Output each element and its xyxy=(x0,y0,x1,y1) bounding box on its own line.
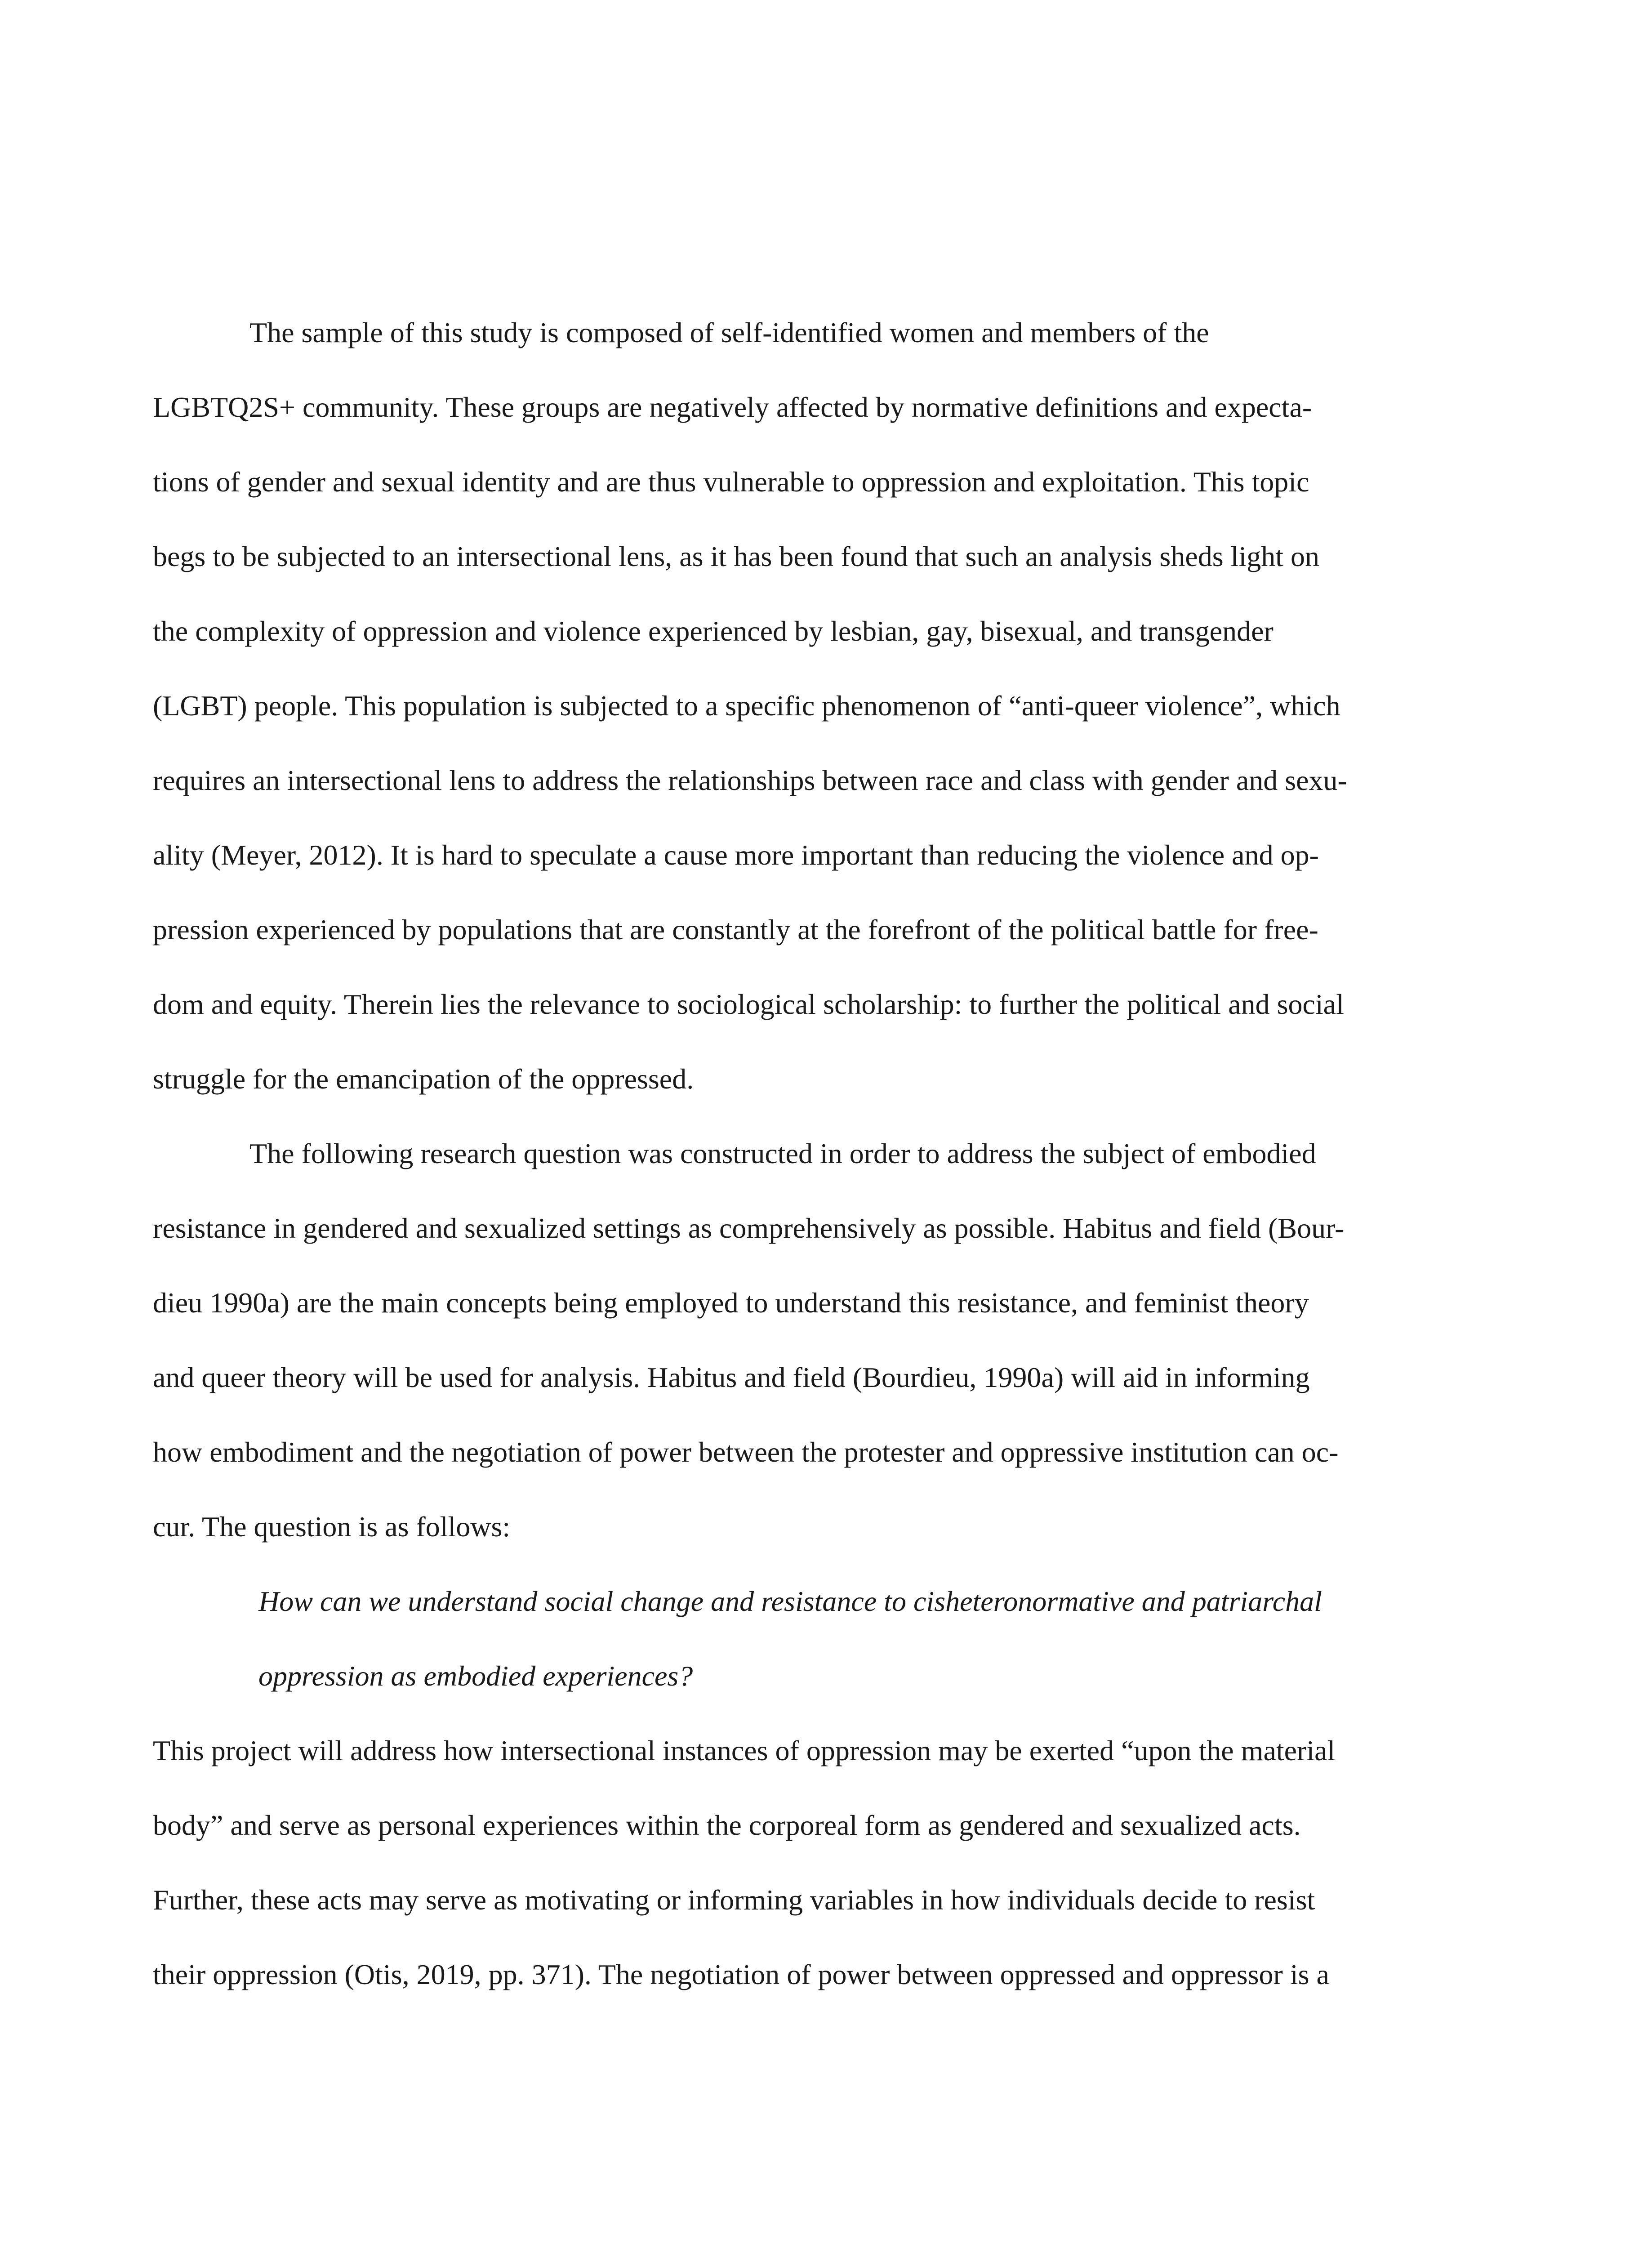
text-line: LGBTQ2S+ community. These groups are negatively affected by normative definitions and expecta- xyxy=(153,391,1312,423)
text-line: ality (Meyer, 2012). It is hard to speculate a cause more important than reducing the violence and op- xyxy=(153,839,1319,871)
text-line: the complexity of oppression and violence experienced by lesbian, gay, bisexual, and transgender xyxy=(153,615,1274,647)
text-line: cur. The question is as follows: xyxy=(153,1511,511,1543)
text-line: (LGBT) people. This population is subjected to a specific phenomenon of “anti-queer violence”, which xyxy=(153,690,1340,722)
text-line: and queer theory will be used for analysis. Habitus and field (Bourdieu, 1990a) will aid in informing xyxy=(153,1361,1310,1393)
text-line: struggle for the emancipation of the oppressed. xyxy=(153,1063,694,1095)
text-line: dom and equity. Therein lies the relevance to sociological scholarship: to further the political and social xyxy=(153,988,1344,1020)
text-line: How can we understand social change and resistance to cisheteronormative and patriarchal xyxy=(258,1585,1322,1617)
text-line: begs to be subjected to an intersectional lens, as it has been found that such an analysis sheds light on xyxy=(153,540,1319,572)
text-line: how embodiment and the negotiation of power between the protester and oppressive institution can oc- xyxy=(153,1436,1339,1468)
text-line: tions of gender and sexual identity and are thus vulnerable to oppression and exploitation. This topic xyxy=(153,466,1309,498)
text-line: dieu 1990a) are the main concepts being employed to understand this resistance, and feminist theory xyxy=(153,1287,1309,1319)
text-line: resistance in gendered and sexualized settings as comprehensively as possible. Habitus and field (Bour- xyxy=(153,1212,1345,1244)
text-line: pression experienced by populations that are constantly at the forefront of the political battle for free- xyxy=(153,914,1318,946)
text-line: body” and serve as personal experiences within the corporeal form as gendered and sexualized acts. xyxy=(153,1809,1301,1841)
text-line: requires an intersectional lens to address the relationships between race and class with gender and sexu- xyxy=(153,764,1347,796)
text-line: The sample of this study is composed of self-identified women and members of the xyxy=(249,317,1209,348)
text-line: Further, these acts may serve as motivating or informing variables in how individuals decide to resist xyxy=(153,1884,1315,1916)
text-line: The following research question was constructed in order to address the subject of embodied xyxy=(249,1137,1316,1169)
text-line: oppression as embodied experiences? xyxy=(258,1660,693,1692)
text-line: their oppression (Otis, 2019, pp. 371). The negotiation of power between oppressed and oppressor is a xyxy=(153,1958,1329,1990)
text-line: This project will address how intersectional instances of oppression may be exerted “upon the material xyxy=(153,1735,1336,1766)
